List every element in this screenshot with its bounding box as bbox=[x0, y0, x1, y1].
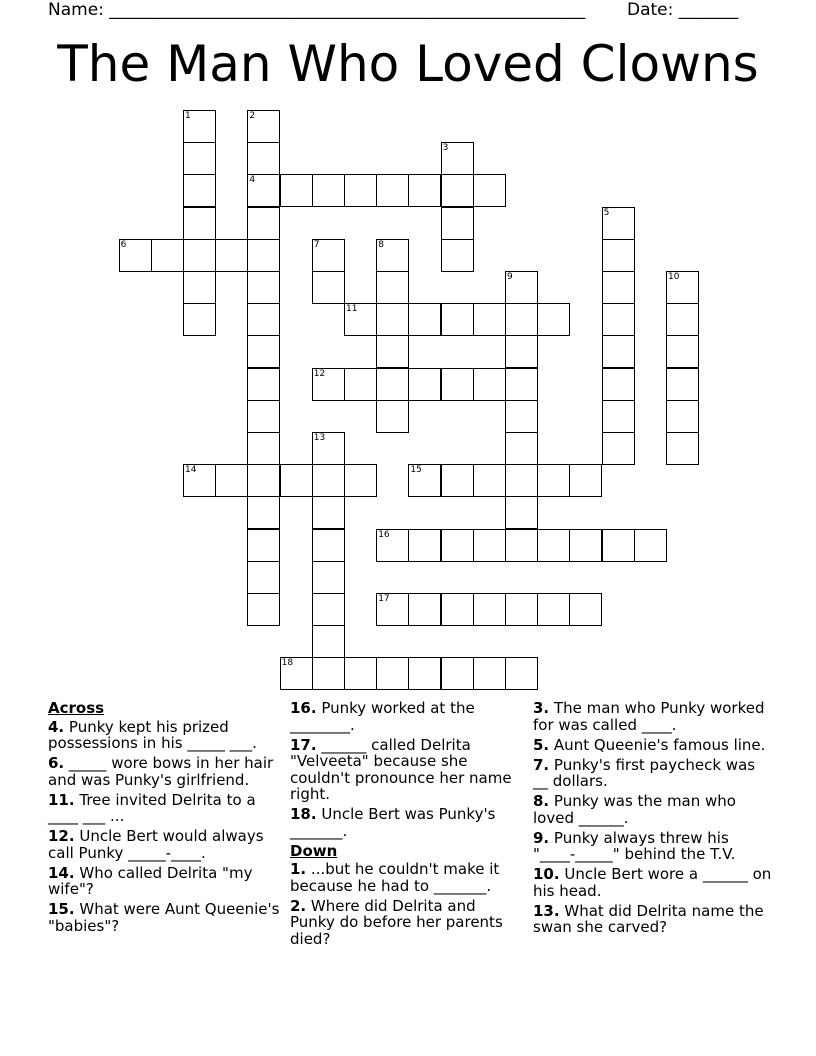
crossword-cell[interactable] bbox=[441, 142, 474, 175]
crossword-cell[interactable] bbox=[183, 142, 216, 175]
crossword-cell[interactable] bbox=[312, 174, 345, 207]
crossword-cell[interactable] bbox=[344, 174, 377, 207]
crossword-cell[interactable] bbox=[376, 335, 409, 368]
crossword-cell[interactable] bbox=[537, 464, 570, 497]
crossword-cell[interactable] bbox=[505, 496, 538, 529]
crossword-cell[interactable] bbox=[634, 529, 667, 562]
crossword-cell[interactable] bbox=[505, 271, 538, 304]
crossword-cell[interactable] bbox=[473, 593, 506, 626]
crossword-cell[interactable] bbox=[537, 303, 570, 336]
crossword-cell[interactable] bbox=[280, 464, 313, 497]
crossword-cell[interactable] bbox=[376, 529, 409, 562]
date-field-label: Date: _______ bbox=[627, 0, 739, 20]
clue-across-14: 14. Who called Delrita "my wife"? bbox=[48, 863, 253, 898]
crossword-cell[interactable] bbox=[312, 464, 345, 497]
crossword-cell[interactable] bbox=[602, 239, 635, 272]
crossword-cell[interactable] bbox=[344, 657, 377, 690]
crossword-cell[interactable] bbox=[505, 303, 538, 336]
clue-across-6: 6. _____ wore bows in her hair and was Punky's girlfriend. bbox=[48, 754, 274, 789]
crossword-cell[interactable] bbox=[376, 657, 409, 690]
crossword-cell[interactable] bbox=[441, 368, 474, 401]
across-heading: Across bbox=[48, 699, 105, 717]
cell-number: 16 bbox=[378, 529, 390, 540]
crossword-cell[interactable] bbox=[247, 303, 280, 336]
crossword-cell[interactable] bbox=[247, 174, 280, 207]
crossword-cell[interactable] bbox=[408, 368, 441, 401]
crossword-cell[interactable] bbox=[441, 657, 474, 690]
crossword-cell[interactable] bbox=[473, 303, 506, 336]
cell-number: 11 bbox=[346, 304, 358, 315]
crossword-cell[interactable] bbox=[473, 174, 506, 207]
crossword-cell[interactable] bbox=[408, 303, 441, 336]
crossword-cell[interactable] bbox=[666, 368, 699, 401]
crossword-cell[interactable] bbox=[602, 529, 635, 562]
crossword-cell[interactable] bbox=[408, 593, 441, 626]
crossword-cell[interactable] bbox=[247, 464, 280, 497]
crossword-cell[interactable] bbox=[505, 464, 538, 497]
crossword-cell[interactable] bbox=[247, 400, 280, 433]
crossword-cell[interactable] bbox=[215, 464, 248, 497]
crossword-cell[interactable] bbox=[312, 529, 345, 562]
crossword-cell[interactable] bbox=[183, 110, 216, 143]
clue-down-2: 2. Where did Delrita and Punky do before her parents died? bbox=[290, 896, 503, 948]
crossword-cell[interactable] bbox=[602, 335, 635, 368]
crossword-cell[interactable] bbox=[666, 271, 699, 304]
crossword-cell[interactable] bbox=[247, 529, 280, 562]
clue-down-9: 9. Punky always threw his "____-_____" behind the T.V. bbox=[533, 828, 736, 863]
crossword-cell[interactable] bbox=[666, 400, 699, 433]
crossword-cell[interactable] bbox=[215, 239, 248, 272]
crossword-cell[interactable] bbox=[183, 464, 216, 497]
crossword-cell[interactable] bbox=[247, 561, 280, 594]
clue-column-1 bbox=[48, 700, 280, 938]
crossword-cell[interactable] bbox=[183, 239, 216, 272]
page-title: The Man Who Loved Clowns bbox=[57, 35, 759, 93]
crossword-cell[interactable] bbox=[473, 529, 506, 562]
crossword-cell[interactable] bbox=[312, 625, 345, 658]
crossword-cell[interactable] bbox=[602, 207, 635, 240]
crossword-cell[interactable] bbox=[505, 657, 538, 690]
crossword-cell[interactable] bbox=[183, 271, 216, 304]
clue-down-8: 8. Punky was the man who loved ______. bbox=[533, 792, 736, 827]
cell-number: 3 bbox=[442, 143, 449, 154]
crossword-cell[interactable] bbox=[505, 432, 538, 465]
crossword-cell[interactable] bbox=[408, 464, 441, 497]
crossword-cell[interactable] bbox=[666, 432, 699, 465]
crossword-cell[interactable] bbox=[280, 174, 313, 207]
clue-column-3 bbox=[533, 700, 773, 939]
crossword-cell[interactable] bbox=[537, 593, 570, 626]
crossword-cell[interactable] bbox=[505, 529, 538, 562]
crossword-cell[interactable] bbox=[376, 368, 409, 401]
crossword-cell[interactable] bbox=[312, 239, 345, 272]
crossword-cell[interactable] bbox=[247, 368, 280, 401]
crossword-cell[interactable] bbox=[183, 174, 216, 207]
crossword-cell[interactable] bbox=[505, 368, 538, 401]
cell-number: 10 bbox=[668, 272, 680, 282]
crossword-cell[interactable] bbox=[666, 303, 699, 336]
cell-number: 18 bbox=[281, 658, 294, 669]
crossword-cell[interactable] bbox=[569, 529, 602, 562]
clue-down-10: 10. Uncle Bert wore a ______ on his head. bbox=[533, 865, 772, 900]
crossword-cell[interactable] bbox=[441, 174, 474, 207]
crossword-cell[interactable] bbox=[280, 657, 313, 690]
clue-down-13: 13. What did Delrita name the swan she carved? bbox=[533, 901, 764, 936]
cell-number: 7 bbox=[313, 239, 320, 250]
crossword-cell[interactable] bbox=[247, 110, 280, 143]
crossword-cell[interactable] bbox=[312, 593, 345, 626]
cell-number: 14 bbox=[185, 465, 197, 476]
crossword-cell[interactable] bbox=[344, 464, 377, 497]
cell-number: 5 bbox=[603, 207, 610, 218]
clue-across-16: 16. Punky worked at the ________. bbox=[290, 699, 475, 734]
crossword-cell[interactable] bbox=[666, 335, 699, 368]
clue-across-18: 18. Uncle Bert was Punky's _______. bbox=[290, 805, 496, 840]
crossword-cell[interactable] bbox=[119, 239, 152, 272]
clue-across-12: 12. Uncle Bert would always call Punky _____-____. bbox=[48, 827, 264, 862]
crossword-cell[interactable] bbox=[247, 239, 280, 272]
crossword-cell[interactable] bbox=[247, 593, 280, 626]
clue-across-4: 4. Punky kept his prized possessions in his _____ ___. bbox=[48, 717, 257, 752]
crossword-cell[interactable] bbox=[602, 271, 635, 304]
cell-number: 4 bbox=[249, 175, 256, 186]
clue-column-2 bbox=[290, 700, 522, 951]
crossword-cell[interactable] bbox=[376, 400, 409, 433]
crossword-cell[interactable] bbox=[537, 529, 570, 562]
crossword-cell[interactable] bbox=[441, 207, 474, 240]
cell-number: 8 bbox=[378, 239, 384, 250]
down-heading: Down bbox=[290, 841, 338, 860]
crossword-cell[interactable] bbox=[376, 239, 409, 272]
crossword-cell[interactable] bbox=[473, 657, 506, 690]
crossword-cell[interactable] bbox=[376, 303, 409, 336]
crossword-cell[interactable] bbox=[505, 593, 538, 626]
crossword-cell[interactable] bbox=[312, 496, 345, 529]
crossword-cell[interactable] bbox=[376, 271, 409, 304]
crossword-cell[interactable] bbox=[312, 368, 345, 401]
crossword-cell[interactable] bbox=[569, 593, 602, 626]
crossword-cell[interactable] bbox=[602, 400, 635, 433]
crossword-cell[interactable] bbox=[408, 529, 441, 562]
crossword-cell[interactable] bbox=[569, 464, 602, 497]
crossword-cell[interactable] bbox=[408, 174, 441, 207]
clue-across-15: 15. What were Aunt Queenie's "babies"? bbox=[48, 900, 280, 935]
crossword-cell[interactable] bbox=[344, 303, 377, 336]
cell-number: 2 bbox=[249, 111, 256, 121]
crossword-cell[interactable] bbox=[247, 271, 280, 304]
crossword-cell[interactable] bbox=[441, 239, 474, 272]
crossword-cell[interactable] bbox=[376, 593, 409, 626]
cell-number: 1 bbox=[185, 111, 191, 121]
cell-number: 17 bbox=[378, 594, 390, 604]
crossword-cell[interactable] bbox=[151, 239, 184, 272]
clue-down-1: 1. ...but he couldn't make it because he had to _______. bbox=[290, 860, 500, 895]
name-field-label: Name: ________________________________________________________ bbox=[48, 0, 586, 20]
crossword-cell[interactable] bbox=[183, 207, 216, 240]
crossword-cell[interactable] bbox=[312, 432, 345, 465]
crossword-cell[interactable] bbox=[344, 368, 377, 401]
clue-down-7: 7. Punky's first paycheck was __ dollars. bbox=[533, 755, 756, 790]
cell-number: 13 bbox=[313, 433, 326, 443]
crossword-cell[interactable] bbox=[441, 303, 474, 336]
crossword-cell[interactable] bbox=[602, 303, 635, 336]
crossword-cell[interactable] bbox=[441, 529, 474, 562]
crossword-cell[interactable] bbox=[247, 432, 280, 465]
crossword-cell[interactable] bbox=[312, 271, 345, 304]
crossword-cell[interactable] bbox=[408, 657, 441, 690]
crossword-cell[interactable] bbox=[473, 368, 506, 401]
crossword-cell[interactable] bbox=[602, 368, 635, 401]
clue-across-17: 17. ______ called Delrita "Velveeta" because she couldn't pronounce her name right. bbox=[290, 735, 512, 803]
cell-number: 9 bbox=[507, 272, 513, 282]
clue-across-11: 11. Tree invited Delrita to a ____ ___ ... bbox=[48, 790, 256, 825]
crossword-cell[interactable] bbox=[247, 335, 280, 368]
crossword-cell[interactable] bbox=[441, 593, 474, 626]
cell-number: 12 bbox=[313, 368, 326, 379]
crossword-cell[interactable] bbox=[505, 335, 538, 368]
crossword-cell[interactable] bbox=[312, 561, 345, 594]
crossword-cell[interactable] bbox=[247, 142, 280, 175]
clue-down-3: 3. The man who Punky worked for was called ____. bbox=[533, 699, 765, 734]
crossword-cell[interactable] bbox=[183, 303, 216, 336]
crossword-cell[interactable] bbox=[376, 174, 409, 207]
cell-number: 15 bbox=[410, 465, 422, 476]
crossword-cell[interactable] bbox=[473, 464, 506, 497]
crossword-cell[interactable] bbox=[505, 400, 538, 433]
crossword-cell[interactable] bbox=[312, 657, 345, 690]
crossword-cell[interactable] bbox=[247, 207, 280, 240]
crossword-cell[interactable] bbox=[441, 464, 474, 497]
clue-down-5: 5. Aunt Queenie's famous line. bbox=[533, 735, 766, 754]
crossword-cell[interactable] bbox=[602, 432, 635, 465]
cell-number: 6 bbox=[120, 239, 127, 250]
crossword-cell[interactable] bbox=[247, 496, 280, 529]
